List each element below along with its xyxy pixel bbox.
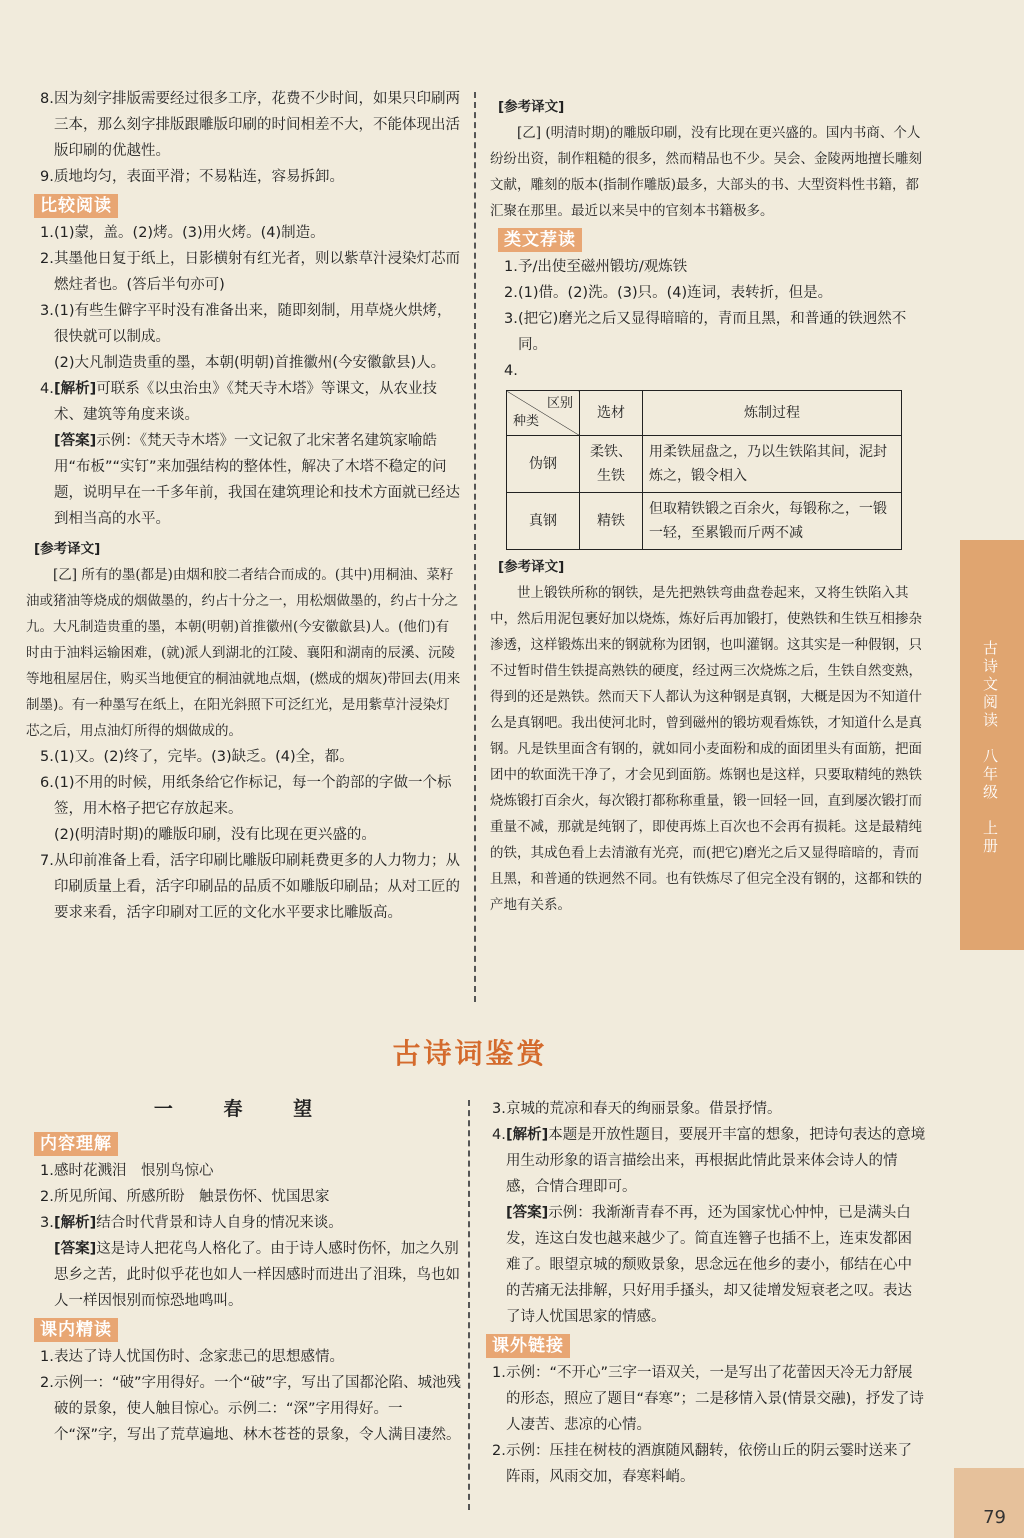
answer-item [478,1360,926,1438]
answer-item [26,298,462,350]
steel-comparison-table [506,390,902,550]
item-text: 质地均匀，表面平滑；不易粘连，容易拆卸。 [54,169,344,185]
item-text: (1)蒙，盖。(2)烤。(3)用火烤。(4)制造。 [54,225,325,241]
table-cell-kind: 伪钢 [507,436,580,493]
section-label-intensive-reading: 课内精读 [34,1318,118,1342]
answer-item [26,246,462,298]
reference-translation-label: [参考译文] [498,559,565,575]
analysis-tag: [解析] [506,1127,549,1143]
item-number: 1. [40,1163,54,1179]
answer-tag: [答案] [506,1205,549,1221]
item-number: 7. [40,853,54,869]
section-title-poetry-appreciation: 古诗词鉴赏 [392,1037,548,1070]
answer-item [478,1122,926,1200]
answer-item [26,1210,462,1236]
item-text: 予/出使至磁州锻坊/观炼铁 [518,259,688,275]
item-number: 3. [40,1215,54,1231]
item-number: 3. [40,303,54,319]
item-text: 所见所闻、所感所盼 触景伤怀、忧国思家 [54,1189,330,1205]
item-text: 从印前准备上看，活字印刷比雕版印刷耗费更多的人力物力；从印刷质量上看，活字印刷品的品质不如雕版印刷品；从对工匠的要求来看，活字印刷对工匠的文化水平要求比雕版高。 [54,853,460,921]
answer-item [26,770,462,822]
answer-tag: [答案] [54,433,97,449]
table-row [507,436,902,493]
analysis-tag: [解析] [54,1215,97,1231]
column-header-process: 炼制过程 [643,391,902,436]
item-text: 示例：“不开心”三字一语双关，一是写出了花蕾因天冷无力舒展的形态，照应了题目“春寒”；二是移情入景(情景交融)，抒发了诗人凄苦、悲凉的心情。 [506,1365,924,1433]
corner-header-top: 区别 [546,396,573,411]
answer-subitem [26,428,462,532]
item-text: 本题是开放性题目，要展开丰富的想象，把诗句表达的意境用生动形象的语言描绘出来，再根据此情此景来体会诗人的情感，合情合理即可。 [506,1127,926,1195]
item-number: 1. [40,1349,54,1365]
answer-item [26,1344,462,1370]
answer-subitem: (2)(明清时期)的雕版印刷，没有比现在更兴盛的。 [54,827,376,843]
table-cell-process: 用柔铁屈盘之，乃以生铁陷其间，泥封炼之，锻令相入 [643,436,902,493]
answer-item [26,86,462,164]
answer-item [26,1158,462,1184]
item-number: 4. [504,363,518,379]
answer-item [26,1184,462,1210]
column-divider-bottom [468,1100,470,1510]
item-text: 示例：《梵天寺木塔》一文记叙了北宋著名建筑家喻皓用“布板”“实钉”来加强结构的整体性，解决了木塔不稳定的问题，说明早在一千多年前，我国在建筑理论和技术方面就已经达到相当高的水平。 [54,433,460,527]
answer-tag: [答案] [54,1241,97,1257]
right-top-column [490,90,926,918]
reference-translation-label: [参考译文] [34,541,101,557]
table-header-row [507,391,902,436]
table-cell-material: 精铁 [580,493,643,550]
answer-item [26,220,462,246]
answer-item [26,848,462,926]
item-number: 8. [40,91,54,107]
item-number: 2. [40,1375,54,1391]
answer-item [478,1096,926,1122]
table-cell-kind: 真钢 [507,493,580,550]
answer-item [490,280,926,306]
corner-header-bottom: 种类 [513,414,540,429]
table-cell-process: 但取精铁锻之百余火，每锻称之，一锻一轻，至累锻而斤两不减 [643,493,902,550]
poem-title: 一 春 望 [153,1098,335,1120]
section-label-content-understanding: 内容理解 [34,1132,118,1156]
table-cell-material: 柔铁、生铁 [580,436,643,493]
column-divider-top [474,92,476,1002]
item-text: 因为刻字排版需要经过很多工序，花费不少时间，如果只印刷两三本，那么刻字排版跟雕版印刷的时间相差不大，不能体现出活版印刷的优越性。 [54,91,460,159]
item-number: 5. [40,749,54,765]
item-text: (把它)磨光之后又显得暗暗的，青而且黑，和普通的铁迥然不同。 [518,311,907,353]
answer-item [26,744,462,770]
section-label-recommended-reading: 类文荐读 [498,228,582,252]
item-text: 示例：我渐渐青春不再，还为国家忧心忡忡，已是满头白发，连这白发也越来越少了。简直连簪子也插不上，连束发都困难了。眼望京城的颓败景象，思念远在他乡的妻小，郁结在心中的苦痛无法排解，只好用手搔头，却又徒增发短衰老之叹。表达了诗人忧国思家的情感。 [506,1205,912,1325]
section-label-comparative-reading: 比较阅读 [34,194,118,218]
answer-subitem [26,1236,462,1314]
reference-translation-text: 世上锻铁所称的钢铁，是先把熟铁弯曲盘卷起来，又将生铁陷入其中，然后用泥包裹好加以烧炼，炼好后再加锻打，使熟铁和生铁互相掺杂渗透，这样锻炼出来的钢就称为团钢，也叫灌钢。这其实是一种假钢，只不过暂时借生铁提高熟铁的硬度，经过两三次烧炼之后，生铁自然变熟，得到的还是熟铁。然而天下人都认为这种钢是真钢，大概是因为不知道什么是真钢吧。我出使河北时，曾到磁州的锻坊观看炼铁，才知道什么是真钢。凡是铁里面含有钢的，就如同小麦面粉和成的面团里头有面筋，把面团中的软面洗干净了，才会见到面筋。炼钢也是这样，只要取精纯的熟铁烧炼锻打百余火，每次锻打都称称重量，锻一回轻一回，直到屡次锻打而重量不减，那就是纯钢了，即使再炼上百次也不会再有损耗。这是最精纯的铁，其成色看上去清澈有光亮，而(把它)磨光之后又显得暗暗的，青而且黑，和普通的铁迥然不同。也有铁炼尽了但完全没有钢的，这都和铁的产地有关系。 [490,585,922,913]
item-text: 结合时代背景和诗人自身的情况来谈。 [96,1215,343,1231]
item-text: 可联系《以虫治虫》《梵天寺木塔》等课文，从农业技术、建筑等角度来谈。 [54,381,438,423]
answer-item [26,376,462,428]
item-number: 9. [40,169,54,185]
analysis-tag: [解析] [54,381,97,397]
reference-translation-label: [参考译文] [498,99,565,115]
item-text: (1)不用的时候，用纸条给它作标记，每一个韵部的字做一个标签，用木格子把它存放起来。 [54,775,452,817]
item-text: 表达了诗人忧国伤时、念家悲己的思想感情。 [54,1349,344,1365]
item-text: 其墨他日复于纸上，日影横射有红光者，则以紫草汁浸染灯芯而燃炷者也。(答后半句亦可) [54,251,460,293]
item-number: 2. [492,1443,506,1459]
item-number: 1. [504,259,518,275]
item-number: 6. [40,775,54,791]
right-bottom-column [478,1096,926,1490]
item-number: 2. [504,285,518,301]
item-number: 3. [492,1101,506,1117]
item-text: (1)有些生僻字平时没有准备出来，随即刻制，用草烧火烘烤，很快就可以制成。 [54,303,452,345]
answer-item [478,1438,926,1490]
item-number: 4. [492,1127,506,1143]
item-number: 1. [40,225,54,241]
item-text: (1)又。(2)终了，完毕。(3)缺乏。(4)全，都。 [54,749,354,765]
item-number: 2. [40,251,54,267]
reference-translation-text: [乙] (明清时期)的雕版印刷，没有比现在更兴盛的。国内书商、个人纷纷出资，制作粗糙的很多，然而精品也不少。吴会、金陵两地擅长雕刻文献，雕刻的版本(指制作雕版)最多，大部头的书、大型资料性书籍，都汇聚在那里。最近以来吴中的官刻本书籍极多。 [490,125,922,219]
item-number: 4. [40,381,54,397]
item-text: 示例：压挂在树枝的酒旗随风翻转，依傍山丘的阴云霎时送来了阵雨，风雨交加，春寒料峭。 [506,1443,912,1485]
answer-item [490,306,926,358]
item-text: 这是诗人把花鸟人格化了。由于诗人感时伤怀，加之久别思乡之苦，此时似乎花也如人一样因感时而进出了泪珠，鸟也如人一样因恨别而惊恐地鸣叫。 [54,1241,460,1309]
left-top-column [26,86,462,926]
table-row [507,493,902,550]
answer-item [26,1370,462,1448]
answer-item [490,254,926,280]
answer-subitem [478,1200,926,1330]
item-text: 示例一：“破”字用得好。一个“破”字，写出了国都沦陷、城池残破的景象，使人触目惊心。示例二：“深”字用得好。一个“深”字，写出了荒草遍地、林木苍苍的景象，令人满目凄然。 [54,1375,462,1443]
item-number: 2. [40,1189,54,1205]
left-bottom-column [26,1098,462,1448]
item-text: (1)借。(2)洗。(3)只。(4)连词，表转折，但是。 [518,285,833,301]
page-number: 79 [983,1507,1006,1528]
answer-item [26,164,462,190]
item-text: 感时花溅泪 恨别鸟惊心 [54,1163,214,1179]
answer-item [490,358,926,384]
item-number: 1. [492,1365,506,1381]
column-header-material: 选材 [580,391,643,436]
item-number: 3. [504,311,518,327]
answer-subitem: (2)大凡制造贵重的墨，本朝(明朝)首推徽州(今安徽歙县)人。 [54,355,446,371]
side-tab-label: 古诗文阅读 八年级 上册 [981,640,999,856]
table-corner-header [507,391,580,436]
side-tab [960,540,1024,950]
item-text: 京城的荒凉和春天的绚丽景象。借景抒情。 [506,1101,782,1117]
reference-translation-text: [乙] 所有的墨(都是)由烟和胶二者结合而成的。(其中)用桐油、菜籽油或猪油等烧成的烟做墨的，约占十分之一，用松烟做墨的，约占十分之九。大凡制造贵重的墨，本朝(明朝)首推徽州(今安徽歙县)人。(他们)有时由于油料运输困难，(就)派人到湖北的江陵、襄阳和湖南的辰溪、沅陵等地租屋居住，购买当地便宜的桐油就地点烟，(燃成的烟灰)带回去(用来制墨)。有一种墨写在纸上，在阳光斜照下可泛红光，是用紫草汁浸染灯芯之后，用点油灯所得的烟做成的。 [26,567,461,739]
section-label-extracurricular-link: 课外链接 [486,1334,570,1358]
